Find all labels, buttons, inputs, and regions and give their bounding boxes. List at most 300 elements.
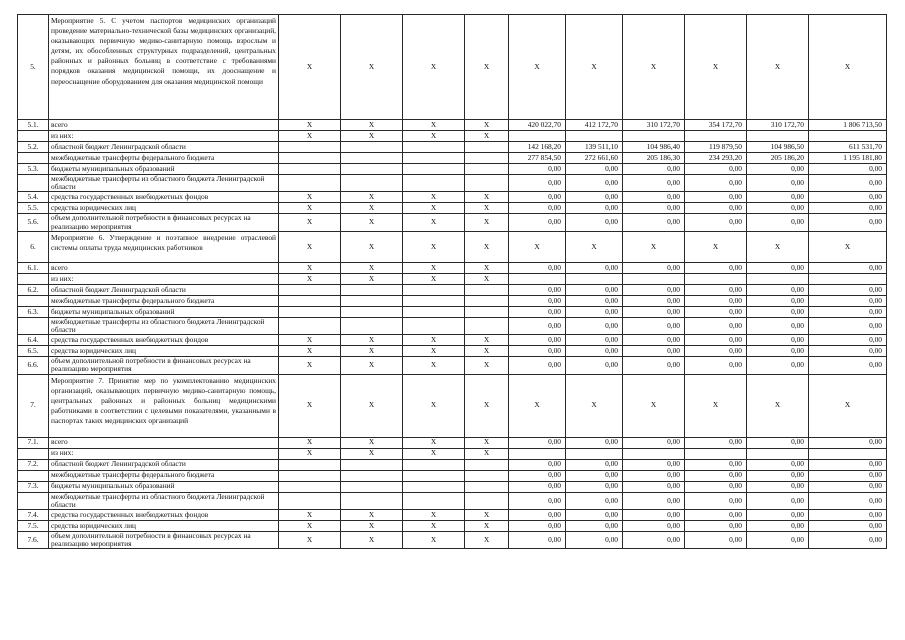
row-number-cell bbox=[18, 492, 49, 509]
indicator-cell bbox=[279, 175, 341, 192]
indicator-cell bbox=[465, 153, 509, 164]
row-number-cell bbox=[18, 131, 49, 142]
amount-cell: 0,00 bbox=[685, 203, 747, 214]
amount-cell: X bbox=[685, 374, 747, 437]
amount-cell: 0,00 bbox=[623, 164, 685, 175]
indicator-cell: X bbox=[279, 374, 341, 437]
row-number-cell: 5.5. bbox=[18, 203, 49, 214]
indicator-cell bbox=[403, 175, 465, 192]
indicator-cell: X bbox=[341, 120, 403, 131]
amount-cell bbox=[509, 448, 566, 459]
indicator-cell bbox=[279, 317, 341, 334]
table-row bbox=[18, 521, 887, 532]
amount-cell: 0,00 bbox=[623, 203, 685, 214]
amount-cell: 0,00 bbox=[747, 214, 809, 231]
row-number-cell: 6.1. bbox=[18, 262, 49, 273]
indicator-cell: X bbox=[279, 262, 341, 273]
amount-cell: 0,00 bbox=[566, 192, 623, 203]
indicator-cell: X bbox=[403, 510, 465, 521]
funding-table bbox=[17, 14, 887, 549]
table-row bbox=[18, 214, 887, 231]
indicator-cell bbox=[341, 306, 403, 317]
indicator-cell bbox=[279, 295, 341, 306]
row-number-cell: 6.4. bbox=[18, 335, 49, 346]
indicator-cell bbox=[279, 164, 341, 175]
amount-cell: 0,00 bbox=[747, 521, 809, 532]
amount-cell: 0,00 bbox=[809, 306, 887, 317]
amount-cell: 0,00 bbox=[623, 510, 685, 521]
amount-cell: 1 806 713,50 bbox=[809, 120, 887, 131]
row-number-cell: 5.3. bbox=[18, 164, 49, 175]
source-name-cell: межбюджетные трансферты федерального бюджета bbox=[49, 153, 279, 164]
amount-cell: 142 168,20 bbox=[509, 142, 566, 153]
amount-cell bbox=[566, 273, 623, 284]
indicator-cell: X bbox=[341, 510, 403, 521]
amount-cell bbox=[509, 273, 566, 284]
amount-cell: 0,00 bbox=[685, 346, 747, 357]
amount-cell: 0,00 bbox=[566, 284, 623, 295]
indicator-cell: X bbox=[279, 357, 341, 374]
indicator-cell: X bbox=[341, 335, 403, 346]
row-number-cell bbox=[18, 470, 49, 481]
indicator-cell bbox=[279, 284, 341, 295]
indicator-cell: X bbox=[341, 448, 403, 459]
source-name-cell: межбюджетные трансферты из областного бюджета Ленинградской области bbox=[49, 492, 279, 509]
amount-cell: 0,00 bbox=[623, 532, 685, 549]
table-row bbox=[18, 164, 887, 175]
amount-cell: 0,00 bbox=[509, 492, 566, 509]
amount-cell: 0,00 bbox=[685, 284, 747, 295]
source-name-cell: межбюджетные трансферты из областного бюджета Ленинградской области bbox=[49, 317, 279, 334]
source-name-cell: объем дополнительной потребности в финансовых ресурсах на реализацию мероприятия bbox=[49, 357, 279, 374]
table-row bbox=[18, 459, 887, 470]
amount-cell: 272 661,60 bbox=[566, 153, 623, 164]
amount-cell: 0,00 bbox=[685, 521, 747, 532]
source-name-cell: областной бюджет Ленинградской области bbox=[49, 459, 279, 470]
source-name-cell: всего bbox=[49, 437, 279, 448]
table-row bbox=[18, 437, 887, 448]
indicator-cell: X bbox=[341, 214, 403, 231]
amount-cell: 0,00 bbox=[509, 532, 566, 549]
measure-description-cell: Мероприятие 7. Принятие мер по укомплектованию медицинских организаций, оказывающих первичную медико-санитарную помощь, центральных районных и районных больниц медицинскими работниками в соответствии с целевыми показателями, указанными в паспортах таких медицинских организаций bbox=[49, 374, 279, 437]
amount-cell: 0,00 bbox=[685, 437, 747, 448]
table-row bbox=[18, 470, 887, 481]
amount-cell: 0,00 bbox=[747, 317, 809, 334]
amount-cell: 0,00 bbox=[747, 510, 809, 521]
amount-cell bbox=[623, 273, 685, 284]
amount-cell: 0,00 bbox=[566, 262, 623, 273]
table-row bbox=[18, 175, 887, 192]
amount-cell: 139 511,10 bbox=[566, 142, 623, 153]
indicator-cell: X bbox=[403, 131, 465, 142]
amount-cell: 0,00 bbox=[623, 459, 685, 470]
amount-cell: 0,00 bbox=[747, 481, 809, 492]
amount-cell: 354 172,70 bbox=[685, 120, 747, 131]
amount-cell: 0,00 bbox=[747, 284, 809, 295]
amount-cell: 0,00 bbox=[685, 335, 747, 346]
amount-cell: 0,00 bbox=[509, 284, 566, 295]
indicator-cell bbox=[279, 470, 341, 481]
indicator-cell: X bbox=[279, 120, 341, 131]
measure-header-row bbox=[18, 374, 887, 437]
amount-cell: 0,00 bbox=[685, 532, 747, 549]
indicator-cell: X bbox=[403, 203, 465, 214]
indicator-cell bbox=[279, 481, 341, 492]
row-number-cell: 5.4. bbox=[18, 192, 49, 203]
indicator-cell: X bbox=[403, 214, 465, 231]
amount-cell: 0,00 bbox=[809, 335, 887, 346]
indicator-cell: X bbox=[403, 357, 465, 374]
amount-cell: 0,00 bbox=[509, 470, 566, 481]
amount-cell: 0,00 bbox=[623, 262, 685, 273]
indicator-cell: X bbox=[341, 192, 403, 203]
amount-cell: 0,00 bbox=[623, 470, 685, 481]
indicator-cell: X bbox=[465, 448, 509, 459]
amount-cell: 0,00 bbox=[685, 357, 747, 374]
amount-cell: 0,00 bbox=[685, 175, 747, 192]
row-number-cell bbox=[18, 317, 49, 334]
amount-cell: X bbox=[685, 231, 747, 262]
amount-cell: 0,00 bbox=[685, 262, 747, 273]
indicator-cell bbox=[403, 142, 465, 153]
indicator-cell: X bbox=[403, 273, 465, 284]
table-row bbox=[18, 346, 887, 357]
amount-cell: X bbox=[623, 15, 685, 120]
amount-cell: 0,00 bbox=[566, 164, 623, 175]
indicator-cell: X bbox=[341, 357, 403, 374]
indicator-cell bbox=[279, 459, 341, 470]
indicator-cell bbox=[465, 492, 509, 509]
indicator-cell: X bbox=[403, 437, 465, 448]
amount-cell: 0,00 bbox=[747, 335, 809, 346]
amount-cell: 0,00 bbox=[747, 262, 809, 273]
measure-header-row bbox=[18, 15, 887, 120]
indicator-cell: X bbox=[403, 262, 465, 273]
indicator-cell: X bbox=[465, 335, 509, 346]
row-number-cell: 6.6. bbox=[18, 357, 49, 374]
amount-cell: X bbox=[509, 374, 566, 437]
source-name-cell: объем дополнительной потребности в финансовых ресурсах на реализацию мероприятия bbox=[49, 532, 279, 549]
row-number-cell: 6.2. bbox=[18, 284, 49, 295]
amount-cell: 310 172,70 bbox=[623, 120, 685, 131]
table-row bbox=[18, 532, 887, 549]
indicator-cell bbox=[341, 470, 403, 481]
amount-cell: 0,00 bbox=[747, 346, 809, 357]
amount-cell: 0,00 bbox=[509, 214, 566, 231]
indicator-cell bbox=[403, 459, 465, 470]
amount-cell: 0,00 bbox=[566, 203, 623, 214]
amount-cell: 0,00 bbox=[809, 437, 887, 448]
indicator-cell: X bbox=[403, 335, 465, 346]
amount-cell bbox=[809, 448, 887, 459]
row-number-cell: 5.6. bbox=[18, 214, 49, 231]
indicator-cell bbox=[341, 164, 403, 175]
indicator-cell: X bbox=[403, 521, 465, 532]
indicator-cell: X bbox=[279, 346, 341, 357]
amount-cell bbox=[623, 131, 685, 142]
amount-cell: 0,00 bbox=[623, 357, 685, 374]
amount-cell: 205 186,30 bbox=[623, 153, 685, 164]
indicator-cell: X bbox=[341, 273, 403, 284]
row-number-cell bbox=[18, 175, 49, 192]
indicator-cell bbox=[403, 153, 465, 164]
indicator-cell: X bbox=[341, 532, 403, 549]
source-name-cell: межбюджетные трансферты из областного бюджета Ленинградской области bbox=[49, 175, 279, 192]
table-row bbox=[18, 335, 887, 346]
row-number-cell bbox=[18, 153, 49, 164]
indicator-cell bbox=[465, 306, 509, 317]
indicator-cell bbox=[341, 481, 403, 492]
source-name-cell: из них: bbox=[49, 131, 279, 142]
table-row bbox=[18, 295, 887, 306]
source-name-cell: средства государственных внебюджетных фондов bbox=[49, 335, 279, 346]
amount-cell bbox=[566, 131, 623, 142]
indicator-cell bbox=[403, 481, 465, 492]
indicator-cell bbox=[403, 306, 465, 317]
amount-cell: 0,00 bbox=[685, 295, 747, 306]
indicator-cell bbox=[403, 317, 465, 334]
amount-cell: 0,00 bbox=[809, 175, 887, 192]
amount-cell: 0,00 bbox=[623, 335, 685, 346]
amount-cell: 0,00 bbox=[685, 481, 747, 492]
table-row bbox=[18, 481, 887, 492]
amount-cell: 0,00 bbox=[809, 192, 887, 203]
amount-cell: 0,00 bbox=[685, 214, 747, 231]
indicator-cell: X bbox=[279, 192, 341, 203]
row-number-cell: 7.1. bbox=[18, 437, 49, 448]
amount-cell: 0,00 bbox=[623, 192, 685, 203]
amount-cell: 0,00 bbox=[509, 521, 566, 532]
indicator-cell: X bbox=[341, 437, 403, 448]
indicator-cell: X bbox=[279, 214, 341, 231]
amount-cell: X bbox=[509, 15, 566, 120]
indicator-cell bbox=[465, 175, 509, 192]
indicator-cell: X bbox=[341, 15, 403, 120]
indicator-cell: X bbox=[341, 521, 403, 532]
table-row bbox=[18, 317, 887, 334]
amount-cell: 0,00 bbox=[747, 470, 809, 481]
amount-cell: 0,00 bbox=[747, 306, 809, 317]
amount-cell: 0,00 bbox=[809, 262, 887, 273]
indicator-cell: X bbox=[279, 15, 341, 120]
amount-cell: 0,00 bbox=[566, 357, 623, 374]
indicator-cell bbox=[279, 492, 341, 509]
row-number-cell: 7. bbox=[18, 374, 49, 437]
row-number-cell: 7.2. bbox=[18, 459, 49, 470]
row-number-cell: 5.1. bbox=[18, 120, 49, 131]
amount-cell: 234 293,20 bbox=[685, 153, 747, 164]
amount-cell: 0,00 bbox=[566, 335, 623, 346]
indicator-cell: X bbox=[465, 192, 509, 203]
indicator-cell: X bbox=[403, 120, 465, 131]
amount-cell: 0,00 bbox=[566, 481, 623, 492]
amount-cell: 420 022,70 bbox=[509, 120, 566, 131]
amount-cell: 310 172,70 bbox=[747, 120, 809, 131]
amount-cell: X bbox=[747, 374, 809, 437]
row-number-cell: 6.5. bbox=[18, 346, 49, 357]
amount-cell: 0,00 bbox=[509, 306, 566, 317]
indicator-cell bbox=[465, 295, 509, 306]
amount-cell: 0,00 bbox=[809, 317, 887, 334]
amount-cell: 0,00 bbox=[747, 164, 809, 175]
indicator-cell: X bbox=[465, 357, 509, 374]
amount-cell: 0,00 bbox=[809, 284, 887, 295]
amount-cell: 0,00 bbox=[566, 437, 623, 448]
amount-cell: 0,00 bbox=[509, 459, 566, 470]
amount-cell: 0,00 bbox=[623, 214, 685, 231]
source-name-cell: областной бюджет Ленинградской области bbox=[49, 284, 279, 295]
indicator-cell bbox=[465, 142, 509, 153]
amount-cell: 0,00 bbox=[747, 192, 809, 203]
amount-cell: 0,00 bbox=[623, 346, 685, 357]
amount-cell: 0,00 bbox=[685, 510, 747, 521]
source-name-cell: всего bbox=[49, 262, 279, 273]
row-number-cell bbox=[18, 295, 49, 306]
amount-cell: X bbox=[809, 15, 887, 120]
table-row bbox=[18, 273, 887, 284]
table-row bbox=[18, 448, 887, 459]
amount-cell: 611 531,70 bbox=[809, 142, 887, 153]
amount-cell: X bbox=[623, 374, 685, 437]
amount-cell: X bbox=[623, 231, 685, 262]
amount-cell: X bbox=[809, 231, 887, 262]
row-number-cell: 7.4. bbox=[18, 510, 49, 521]
indicator-cell: X bbox=[465, 131, 509, 142]
table-row bbox=[18, 203, 887, 214]
row-number-cell: 6.3. bbox=[18, 306, 49, 317]
indicator-cell: X bbox=[341, 203, 403, 214]
indicator-cell bbox=[465, 317, 509, 334]
amount-cell: 1 195 181,80 bbox=[809, 153, 887, 164]
indicator-cell bbox=[341, 142, 403, 153]
measure-description-cell: Мероприятие 5. С учетом паспортов медицинских организаций проведение материально-технической базы медицинских организаций, оказывающих первичную медико-санитарную помощь взрослым и детям, их обособленных структурных подразделений, центральных районных и районных больниц в соответствие с требованиями порядков оказания медицинской помощи, их дооснащение и переоснащение оборудованием для оказания медицинской помощи bbox=[49, 15, 279, 120]
amount-cell: 0,00 bbox=[566, 214, 623, 231]
amount-cell: 0,00 bbox=[566, 317, 623, 334]
amount-cell: 0,00 bbox=[566, 521, 623, 532]
amount-cell: 0,00 bbox=[809, 510, 887, 521]
table-row bbox=[18, 492, 887, 509]
table-row bbox=[18, 131, 887, 142]
table-row bbox=[18, 142, 887, 153]
indicator-cell: X bbox=[403, 374, 465, 437]
amount-cell: 0,00 bbox=[509, 203, 566, 214]
amount-cell: X bbox=[566, 374, 623, 437]
indicator-cell bbox=[465, 481, 509, 492]
indicator-cell bbox=[341, 175, 403, 192]
amount-cell: 0,00 bbox=[509, 262, 566, 273]
indicator-cell: X bbox=[279, 532, 341, 549]
amount-cell: 0,00 bbox=[747, 175, 809, 192]
amount-cell: 0,00 bbox=[685, 306, 747, 317]
amount-cell: 0,00 bbox=[809, 295, 887, 306]
indicator-cell: X bbox=[279, 335, 341, 346]
indicator-cell bbox=[341, 295, 403, 306]
measure-description-cell: Мероприятие 6. Утверждение и поэтапное внедрение отраслевой системы оплаты труда медицинских работников bbox=[49, 231, 279, 262]
indicator-cell bbox=[403, 164, 465, 175]
indicator-cell bbox=[403, 492, 465, 509]
amount-cell bbox=[809, 273, 887, 284]
indicator-cell bbox=[341, 492, 403, 509]
indicator-cell: X bbox=[465, 510, 509, 521]
amount-cell: 0,00 bbox=[509, 175, 566, 192]
source-name-cell: объем дополнительной потребности в финансовых ресурсах на реализацию мероприятия bbox=[49, 214, 279, 231]
indicator-cell: X bbox=[341, 374, 403, 437]
source-name-cell: бюджеты муниципальных образований bbox=[49, 164, 279, 175]
amount-cell: 0,00 bbox=[747, 437, 809, 448]
row-number-cell: 7.5. bbox=[18, 521, 49, 532]
indicator-cell: X bbox=[465, 273, 509, 284]
amount-cell: 0,00 bbox=[566, 459, 623, 470]
indicator-cell bbox=[403, 295, 465, 306]
indicator-cell: X bbox=[465, 521, 509, 532]
amount-cell: 0,00 bbox=[566, 470, 623, 481]
indicator-cell bbox=[465, 284, 509, 295]
indicator-cell: X bbox=[465, 437, 509, 448]
amount-cell: 0,00 bbox=[623, 175, 685, 192]
amount-cell: 0,00 bbox=[566, 306, 623, 317]
amount-cell: 0,00 bbox=[747, 295, 809, 306]
indicator-cell bbox=[465, 164, 509, 175]
amount-cell: 0,00 bbox=[747, 459, 809, 470]
amount-cell: 0,00 bbox=[509, 317, 566, 334]
indicator-cell bbox=[403, 284, 465, 295]
amount-cell: 0,00 bbox=[809, 521, 887, 532]
indicator-cell: X bbox=[465, 203, 509, 214]
amount-cell: 0,00 bbox=[509, 346, 566, 357]
indicator-cell bbox=[279, 153, 341, 164]
indicator-cell: X bbox=[465, 231, 509, 262]
table-row bbox=[18, 306, 887, 317]
row-number-cell: 7.6. bbox=[18, 532, 49, 549]
amount-cell: 0,00 bbox=[509, 192, 566, 203]
indicator-cell: X bbox=[279, 131, 341, 142]
amount-cell: 0,00 bbox=[509, 510, 566, 521]
amount-cell: 0,00 bbox=[509, 437, 566, 448]
amount-cell: 0,00 bbox=[623, 317, 685, 334]
amount-cell: 0,00 bbox=[566, 510, 623, 521]
indicator-cell: X bbox=[465, 346, 509, 357]
indicator-cell: X bbox=[279, 273, 341, 284]
amount-cell: 0,00 bbox=[685, 192, 747, 203]
row-number-cell: 5.2. bbox=[18, 142, 49, 153]
indicator-cell: X bbox=[279, 437, 341, 448]
budget-table-page bbox=[17, 14, 887, 549]
amount-cell bbox=[747, 448, 809, 459]
amount-cell: 0,00 bbox=[566, 346, 623, 357]
amount-cell: 0,00 bbox=[747, 532, 809, 549]
amount-cell: 0,00 bbox=[623, 284, 685, 295]
amount-cell: 0,00 bbox=[623, 437, 685, 448]
amount-cell: X bbox=[566, 231, 623, 262]
table-row bbox=[18, 192, 887, 203]
amount-cell: 119 879,50 bbox=[685, 142, 747, 153]
indicator-cell: X bbox=[279, 231, 341, 262]
indicator-cell bbox=[465, 470, 509, 481]
amount-cell: 0,00 bbox=[747, 357, 809, 374]
table-row bbox=[18, 120, 887, 131]
amount-cell bbox=[747, 273, 809, 284]
amount-cell: 0,00 bbox=[509, 481, 566, 492]
amount-cell: 0,00 bbox=[623, 492, 685, 509]
amount-cell: X bbox=[685, 15, 747, 120]
source-name-cell: межбюджетные трансферты федерального бюджета bbox=[49, 470, 279, 481]
indicator-cell bbox=[465, 459, 509, 470]
amount-cell bbox=[685, 273, 747, 284]
source-name-cell: из них: bbox=[49, 448, 279, 459]
amount-cell: 0,00 bbox=[623, 306, 685, 317]
amount-cell bbox=[566, 448, 623, 459]
indicator-cell bbox=[403, 470, 465, 481]
